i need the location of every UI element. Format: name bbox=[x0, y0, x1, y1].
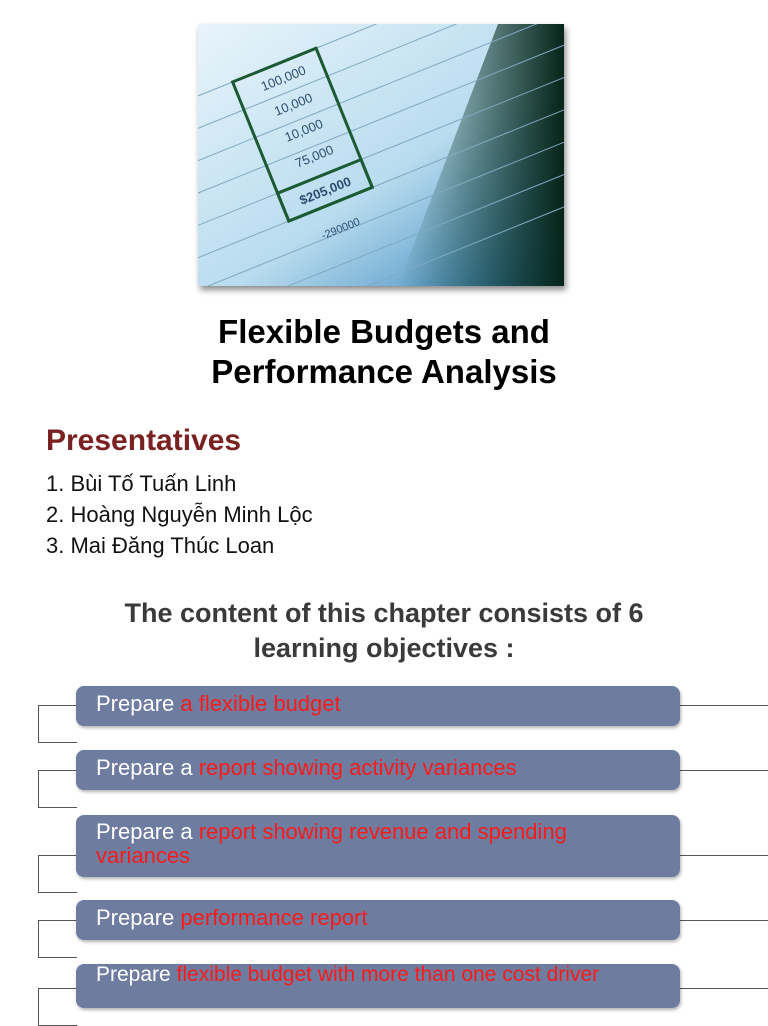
presenter-item: 1. Bùi Tố Tuấn Linh bbox=[46, 471, 237, 496]
connector-line bbox=[38, 855, 77, 893]
objective-prefix: Prepare a bbox=[96, 819, 199, 844]
presenters-heading: Presentatives bbox=[46, 424, 242, 457]
connector-line bbox=[680, 855, 768, 856]
title-line-2: Performance Analysis bbox=[211, 353, 557, 390]
objective-highlight: flexible budget with more than one cost driver bbox=[176, 964, 600, 986]
objective-highlight: report showing activity variances bbox=[198, 755, 517, 780]
intro-line-1: The content of this chapter consists of 6 bbox=[124, 598, 644, 628]
connector-line bbox=[680, 920, 768, 921]
objective-prefix: Prepare bbox=[96, 964, 177, 986]
hero-number: 100,000 bbox=[258, 62, 308, 94]
connector-line bbox=[38, 988, 77, 1026]
connector-line bbox=[38, 770, 77, 808]
title-line-1: Flexible Budgets and bbox=[218, 313, 550, 350]
connector-line bbox=[680, 770, 768, 771]
connector-line bbox=[680, 705, 768, 706]
connector-line bbox=[680, 988, 768, 989]
objective-bar bbox=[76, 815, 680, 877]
objective-highlight: report showing revenue and spending variances bbox=[96, 819, 567, 868]
hero-number: 10,000 bbox=[282, 115, 326, 145]
connector-line bbox=[38, 705, 77, 743]
objective-bar bbox=[76, 686, 680, 726]
objectives-intro bbox=[0, 596, 768, 666]
presenter-item: 3. Mai Đăng Thúc Loan bbox=[46, 533, 275, 558]
objective-prefix: Prepare bbox=[96, 691, 181, 716]
presenters-list bbox=[46, 468, 313, 561]
objective-prefix: Prepare a bbox=[96, 755, 199, 780]
connector-line bbox=[38, 920, 77, 958]
intro-line-2: learning objectives : bbox=[253, 633, 515, 663]
presenter-item: 2. Hoàng Nguyễn Minh Lộc bbox=[46, 502, 313, 527]
objective-prefix: Prepare bbox=[96, 905, 181, 930]
hero-number: 75,000 bbox=[293, 141, 336, 171]
hero-number: $205,000 bbox=[297, 173, 354, 208]
objective-highlight: performance report bbox=[180, 905, 368, 930]
spreadsheet-hero-image bbox=[198, 24, 564, 286]
page-title bbox=[0, 312, 768, 392]
hero-number: 10,000 bbox=[272, 89, 315, 119]
objective-bar bbox=[76, 750, 680, 790]
objective-highlight: a flexible budget bbox=[180, 691, 341, 716]
objective-bar bbox=[76, 964, 680, 1008]
objective-bar bbox=[76, 900, 680, 940]
hero-number: -290000 bbox=[319, 216, 362, 243]
